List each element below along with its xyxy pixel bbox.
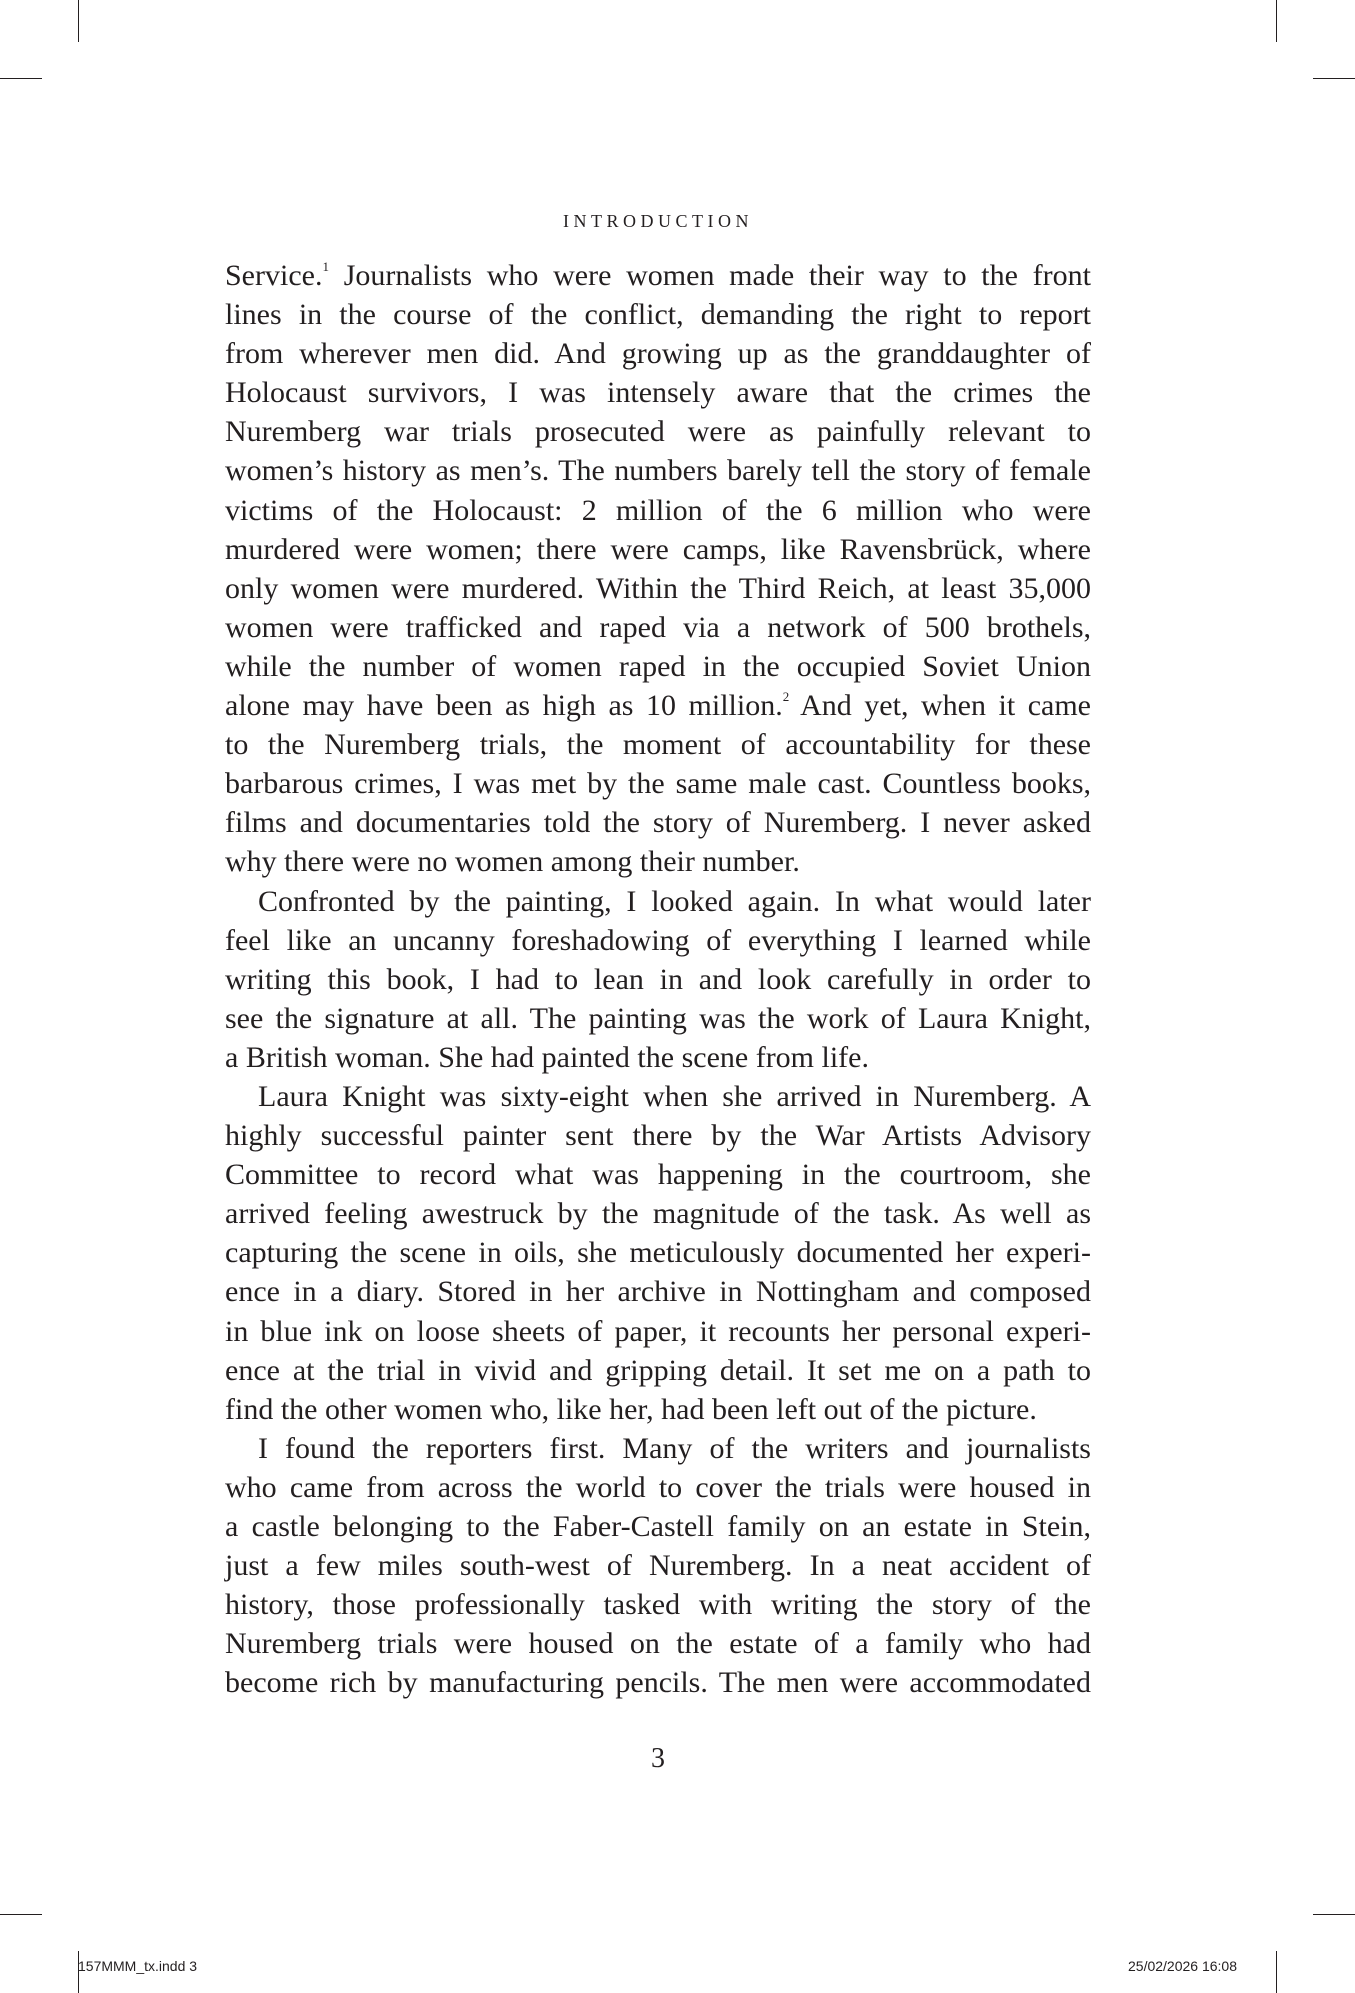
- body-text: [225, 256, 1091, 1702]
- text-line: Confronted by the painting, I looked again. In what would later: [258, 884, 1091, 918]
- text-line: why there were no women among their number.: [225, 845, 800, 879]
- footnote-marker: 2: [782, 689, 790, 705]
- text-line: women were trafficked and raped via a network of 500 brothels,: [225, 610, 1091, 644]
- text-line: to the Nuremberg trials, the moment of accountability for these: [225, 728, 1091, 762]
- text-line: become rich by manufacturing pencils. The men were accommodated: [225, 1666, 1091, 1700]
- text-line: [225, 256, 1091, 295]
- slug-timestamp: 25/02/2026 16:08: [1128, 1958, 1237, 1974]
- text-line: Holocaust survivors, I was intensely aware that the crimes the: [225, 376, 1091, 410]
- text-line: in blue ink on loose sheets of paper, it recounts her personal experi-: [225, 1314, 1091, 1348]
- text-line: ence in a diary. Stored in her archive in Nottingham and composed: [225, 1275, 1091, 1309]
- text-line: writing this book, I had to lean in and look carefully in order to: [225, 962, 1091, 996]
- page-number: 3: [651, 1743, 665, 1774]
- text-line: lines in the course of the conflict, demanding the right to report: [225, 298, 1091, 332]
- slug-filename: 157MMM_tx.indd 3: [78, 1958, 198, 1974]
- text-line: I found the reporters first. Many of the writers and journalists: [258, 1431, 1091, 1465]
- text-line-segment: Service.: [225, 259, 323, 292]
- text-line: only women were murdered. Within the Third Reich, at least 35,000: [225, 571, 1091, 605]
- text-line: find the other women who, like her, had been left out of the picture.: [225, 1392, 1037, 1426]
- text-line: barbarous crimes, I was met by the same male cast. Countless books,: [225, 767, 1091, 801]
- text-line: arrived feeling awestruck by the magnitude of the task. As well as: [225, 1197, 1091, 1231]
- text-line: films and documentaries told the story of Nuremberg. I never asked: [225, 806, 1091, 840]
- running-head: INTRODUCTION: [563, 211, 753, 231]
- crop-mark-bottom-left-horizontal: [0, 1914, 42, 1915]
- text-line-segment: Journalists who were women made their way to the front: [328, 259, 1091, 292]
- text-line: Laura Knight was sixty-eight when she arrived in Nuremberg. A: [258, 1079, 1091, 1113]
- footnote-marker: 1: [322, 259, 329, 274]
- crop-mark-top-left-vertical: [78, 0, 79, 42]
- text-line: history, those professionally tasked with writing the story of the: [225, 1588, 1091, 1622]
- text-line: a British woman. She had painted the scene from life.: [225, 1040, 869, 1074]
- text-line: victims of the Holocaust: 2 million of the 6 million who were: [225, 493, 1091, 527]
- crop-mark-bottom-right-horizontal: [1313, 1914, 1355, 1915]
- text-line: capturing the scene in oils, she meticulously documented her experi-: [225, 1236, 1091, 1270]
- crop-mark-top-right-vertical: [1276, 0, 1277, 42]
- crop-mark-bottom-right-vertical: [1276, 1951, 1277, 1993]
- text-line: [225, 686, 1091, 725]
- text-line: while the number of women raped in the occupied Soviet Union: [225, 649, 1091, 683]
- text-line: murdered were women; there were camps, like Ravensbrück, where: [225, 532, 1091, 566]
- text-line: just a few miles south-west of Nuremberg. In a neat accident of: [225, 1549, 1091, 1583]
- text-line: Committee to record what was happening in the courtroom, she: [225, 1158, 1091, 1192]
- text-line: a castle belonging to the Faber-Castell family on an estate in Stein,: [225, 1510, 1091, 1543]
- text-line: from wherever men did. And growing up as the granddaughter of: [225, 337, 1091, 371]
- text-line: ence at the trial in vivid and gripping detail. It set me on a path to: [225, 1353, 1091, 1387]
- text-line: women’s history as men’s. The numbers barely tell the story of female: [225, 454, 1091, 488]
- text-line-segment: alone may have been as high as 10 million.: [225, 689, 783, 723]
- text-line: see the signature at all. The painting was the work of Laura Knight,: [225, 1001, 1091, 1035]
- text-line: feel like an uncanny foreshadowing of everything I learned while: [225, 923, 1091, 957]
- text-line: Nuremberg trials were housed on the estate of a family who had: [225, 1627, 1091, 1661]
- text-line-segment: And yet, when it came: [789, 689, 1091, 723]
- crop-mark-top-left-horizontal: [0, 78, 42, 79]
- crop-mark-top-right-horizontal: [1313, 78, 1355, 79]
- text-line: Nuremberg war trials prosecuted were as painfully relevant to: [225, 415, 1091, 449]
- text-line: who came from across the world to cover the trials were housed in: [225, 1470, 1091, 1504]
- text-line: highly successful painter sent there by the War Artists Advisory: [225, 1119, 1091, 1153]
